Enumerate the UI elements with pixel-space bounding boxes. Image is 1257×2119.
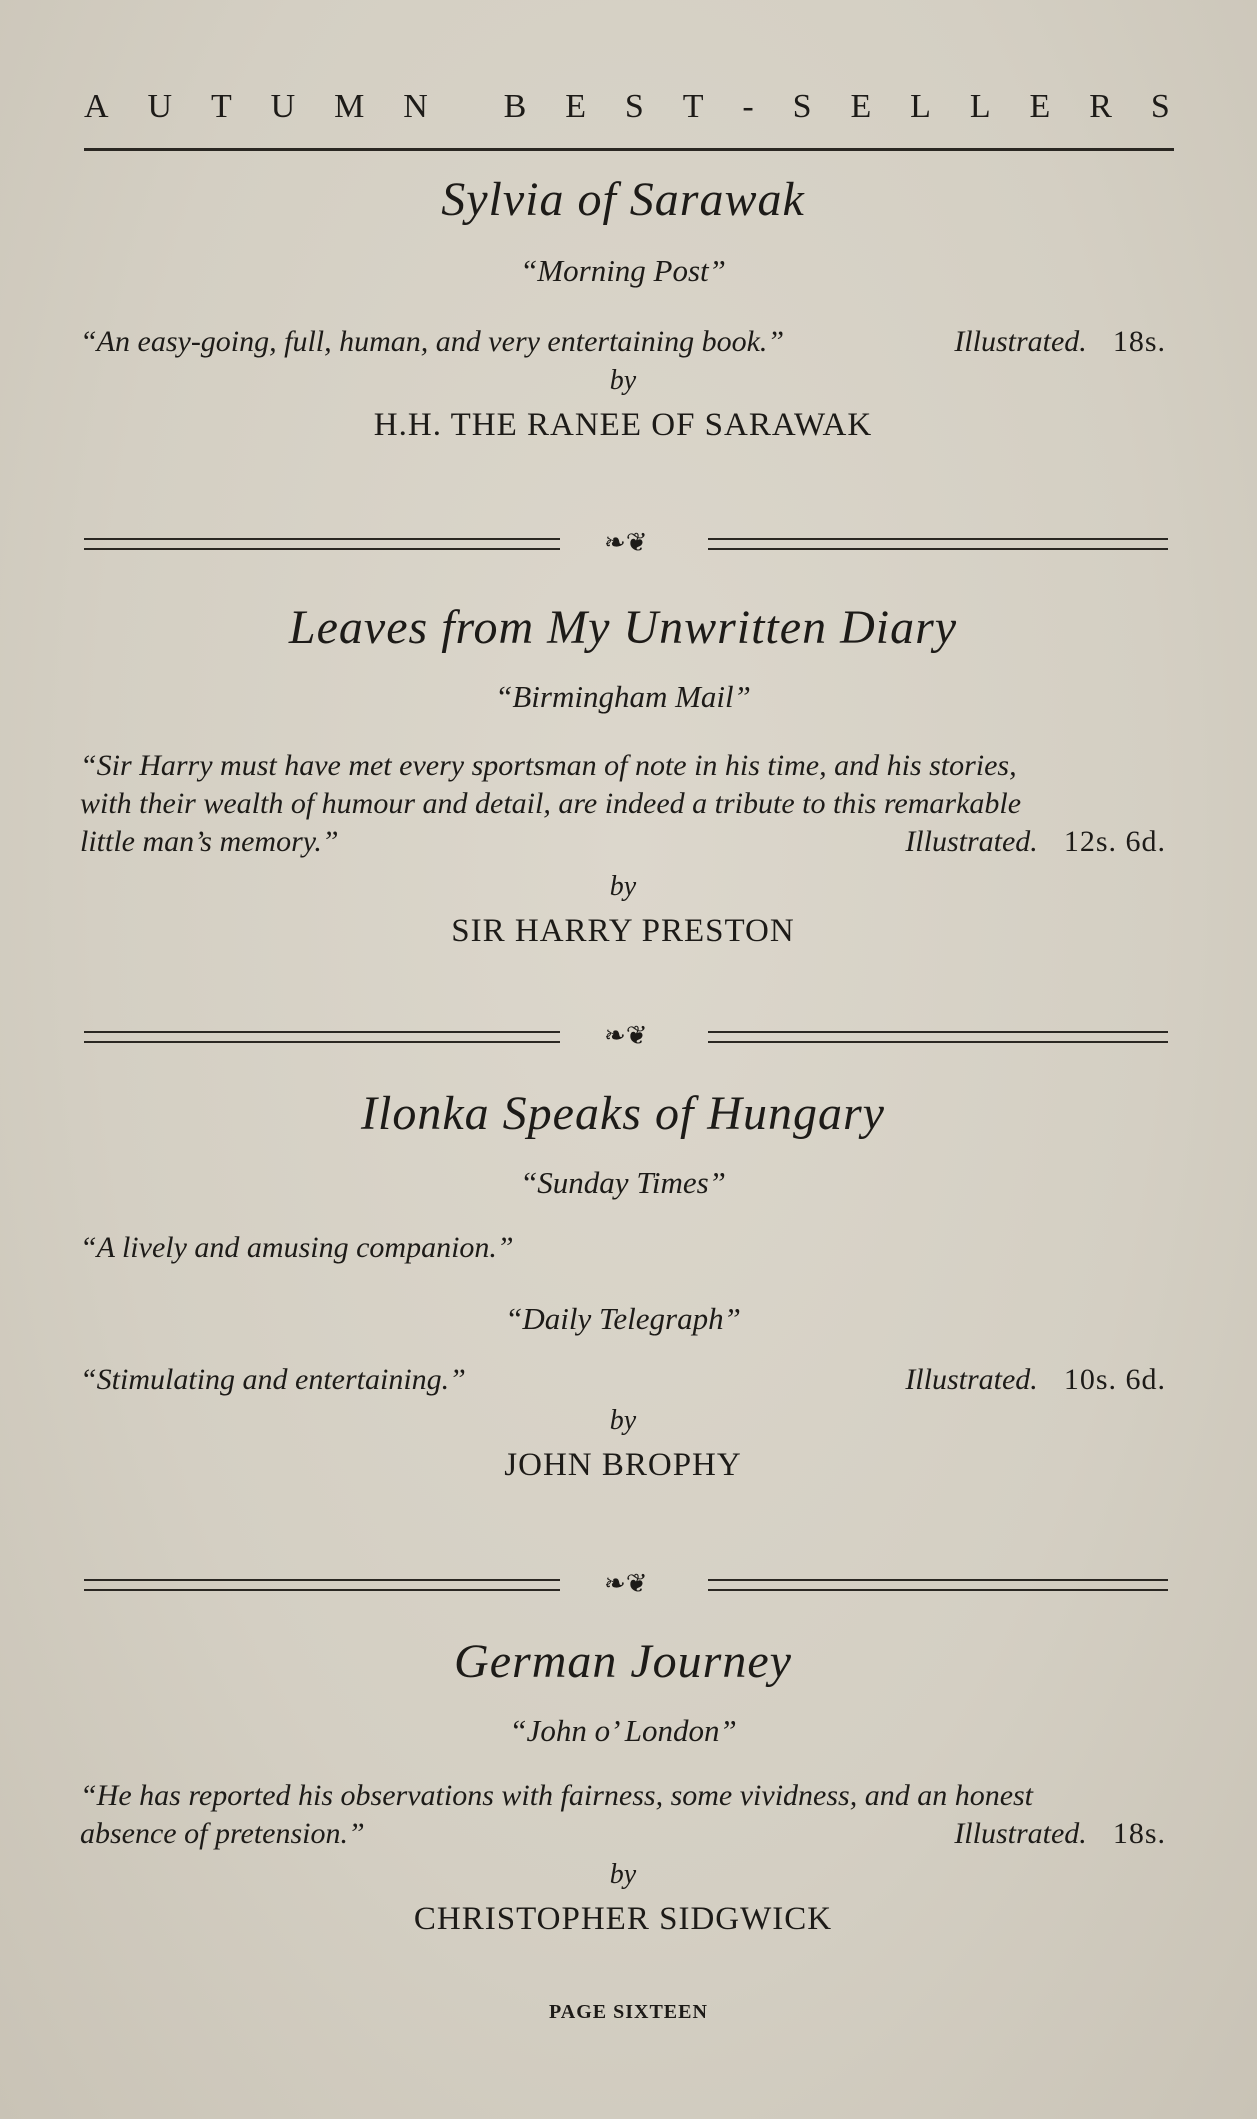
quote-line: “An easy-going, full, human, and very entertaining book.”: [80, 325, 785, 358]
header-letter: T: [682, 88, 706, 125]
price: 18s.: [1112, 1817, 1166, 1850]
author-name: CHRISTOPHER SIDGWICK: [413, 1901, 833, 1937]
header-letter: M: [334, 88, 367, 125]
header-letter: S: [624, 88, 646, 125]
section-divider: [84, 528, 1168, 557]
review-source: “Morning Post”: [520, 253, 726, 288]
header-letter: E: [850, 88, 874, 125]
quote-line: with their wealth of humour and detail, are indeed a tribute to this remarkable: [80, 787, 1022, 820]
quote-line: “Stimulating and entertaining.”: [80, 1363, 466, 1396]
section-divider: [84, 1569, 1168, 1598]
author-name: SIR HARRY PRESTON: [451, 913, 795, 949]
illustrated-note: Illustrated.: [905, 825, 1038, 858]
review-source: “John o’ London”: [509, 1713, 737, 1748]
price: 10s. 6d.: [1063, 1363, 1166, 1396]
book-entry: [80, 1634, 1166, 1938]
book-entry: [80, 600, 1166, 950]
header-letter: -: [742, 88, 756, 125]
price: 12s. 6d.: [1063, 825, 1166, 858]
header-letter: R: [1089, 88, 1114, 125]
by-label: by: [609, 1859, 637, 1890]
by-label: by: [609, 365, 637, 396]
header-letter: E: [565, 88, 588, 125]
illustrated-note: Illustrated.: [954, 325, 1087, 358]
review-source: “Sunday Times”: [520, 1165, 726, 1200]
header-letter: S: [1150, 88, 1172, 125]
section-divider: [84, 1021, 1168, 1050]
book-entry: [80, 172, 1166, 444]
book-title: Sylvia of Sarawak: [441, 173, 805, 226]
review-quote: [80, 1777, 1166, 1853]
header-letter: S: [792, 88, 814, 125]
header-letter: B: [503, 88, 529, 125]
author-name: JOHN BROPHY: [504, 1447, 742, 1483]
illustrated-note: Illustrated.: [905, 1363, 1038, 1396]
review-quote: [80, 323, 1166, 361]
ornament-icon: ❧❦: [604, 1569, 648, 1598]
header-letter: E: [1029, 88, 1053, 125]
header-letter: A: [84, 88, 111, 125]
header-letter: L: [969, 88, 993, 125]
page-header: [84, 88, 1172, 126]
illustrated-note: Illustrated.: [954, 1817, 1087, 1850]
review-quote: “A lively and amusing companion.”: [80, 1231, 514, 1264]
book-title: Ilonka Speaks of Hungary: [361, 1087, 885, 1140]
page-number: PAGE SIXTEEN: [549, 2001, 708, 2023]
header-letter: L: [910, 88, 933, 125]
header-letter: N: [403, 88, 430, 125]
review-quote: [80, 747, 1166, 861]
by-label: by: [609, 871, 637, 902]
header-letter: U: [270, 88, 298, 125]
author-name: H.H. THE RANEE OF SARAWAK: [373, 407, 873, 443]
header-letter: T: [210, 88, 234, 125]
header-rule: [84, 148, 1174, 151]
review-quote: [80, 1361, 1166, 1399]
quote-line: “He has reported his observations with fairness, some vividness, and an honest: [80, 1779, 1034, 1812]
quote-line: little man’s memory.”: [80, 825, 339, 858]
book-title: Leaves from My Unwritten Diary: [288, 601, 958, 654]
book-entry: [80, 1086, 1166, 1484]
header-letter: U: [147, 88, 175, 125]
ornament-icon: ❧❦: [604, 528, 648, 557]
quote-line: “Sir Harry must have met every sportsman of note in his time, and his stories,: [80, 749, 1017, 782]
book-title: German Journey: [454, 1635, 792, 1688]
quote-line: absence of pretension.”: [80, 1817, 365, 1850]
review-source: “Daily Telegraph”: [505, 1301, 741, 1336]
price: 18s.: [1112, 325, 1166, 358]
by-label: by: [609, 1405, 637, 1436]
review-source: “Birmingham Mail”: [495, 679, 751, 714]
ornament-icon: ❧❦: [604, 1021, 648, 1050]
